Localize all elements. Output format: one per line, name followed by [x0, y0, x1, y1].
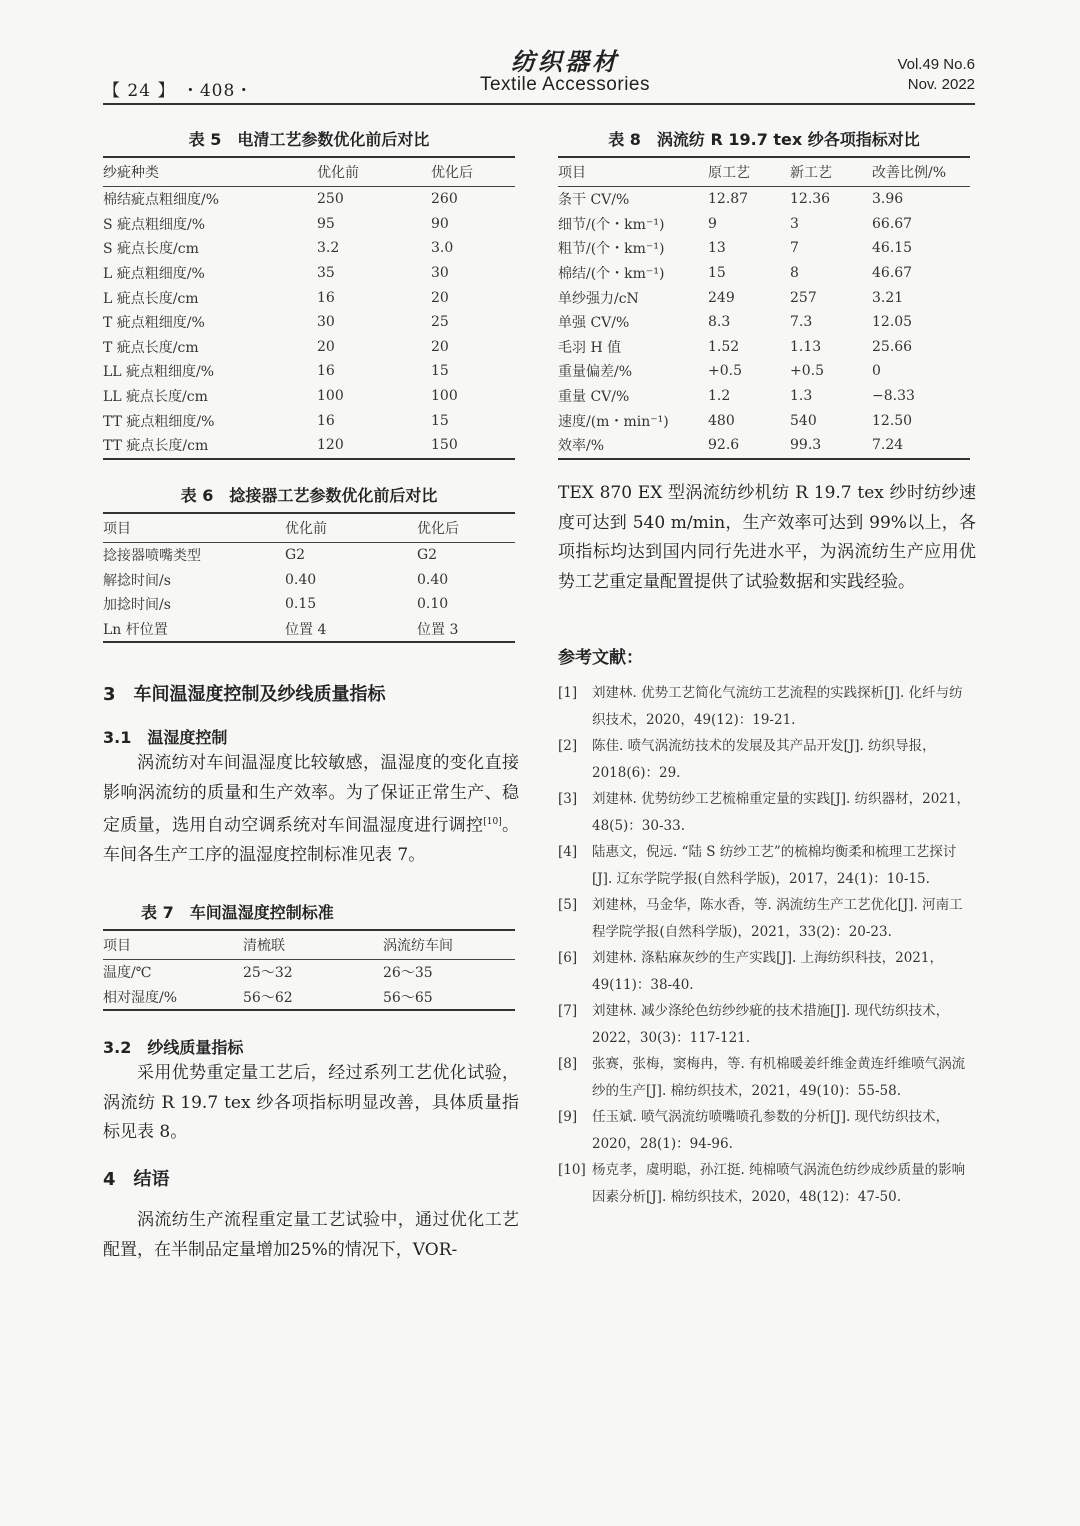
table-cell: 1.52 [708, 338, 740, 355]
table8-col-header: 原工艺 [708, 157, 790, 187]
reference-item [558, 839, 976, 892]
reference-item [558, 733, 976, 786]
reference-number: [9] [558, 1109, 578, 1125]
table-cell: 120 [317, 433, 431, 459]
table-row [103, 310, 515, 335]
table-cell: 位置 3 [417, 617, 515, 643]
table-row [103, 985, 515, 1011]
table-cell: 3 [790, 215, 799, 232]
reference-text: 陈佳. 喷气涡流纺技术的发展及其产品开发[J]. 纺织导报，2018(6)：29. [592, 738, 936, 781]
table-row [103, 433, 515, 459]
table-row [558, 212, 970, 237]
reference-text: 任玉斌. 喷气涡流纺喷嘴喷孔参数的分析[J]. 现代纺织技术，2020，28(1)：94-96. [592, 1109, 950, 1152]
table-row [103, 236, 515, 261]
table-cell: 0.10 [417, 596, 449, 613]
table-cell: LL 疵点长度/cm [103, 389, 208, 406]
table-row [103, 592, 515, 617]
table-cell: −8.33 [872, 388, 915, 405]
table-cell: 56～65 [383, 985, 515, 1011]
reference-number: [10] [558, 1162, 586, 1178]
table-cell: 速度/(m・min⁻¹) [558, 413, 669, 430]
table-row [103, 335, 515, 360]
table-cell: 3.2 [317, 240, 340, 257]
reference-number: [7] [558, 1003, 578, 1019]
table-row [103, 359, 515, 384]
reference-number: [2] [558, 738, 578, 754]
reference-number: [5] [558, 897, 578, 913]
table-cell: 1.3 [790, 388, 813, 405]
table-cell: 12.50 [872, 412, 913, 429]
table-cell: 100 [431, 388, 458, 405]
table-cell: 粗节/(个・km⁻¹) [558, 241, 665, 258]
table-cell: 20 [317, 338, 335, 355]
table-cell: 100 [317, 388, 344, 405]
table-cell: 7 [790, 240, 799, 257]
table-cell: 3.96 [872, 191, 904, 208]
table-cell: 25～32 [243, 965, 293, 982]
table-cell: 8.3 [708, 314, 731, 331]
reference-item [558, 1104, 976, 1157]
table6-header-row [103, 513, 515, 543]
reference-text: 刘建林. 涤粘麻灰纱的生产实践[J]. 上海纺织科技，2021，49(11)：38-40. [592, 950, 943, 993]
reference-number: [3] [558, 791, 578, 807]
reference-text: 刘建林. 减少涤纶色纺纱纱疵的技术措施[J]. 现代纺织技术，2022，30(3)：117-121. [592, 1003, 950, 1046]
reference-number: [4] [558, 844, 578, 860]
table-cell: 66.67 [872, 215, 913, 232]
table6-col-header: 优化前 [285, 513, 417, 543]
table-cell: 捻接器喷嘴类型 [103, 548, 201, 565]
table-cell: 257 [790, 289, 817, 306]
table-cell: 1.13 [790, 338, 822, 355]
table-cell: 13 [708, 240, 726, 257]
section3-1-text-b: 。车间各生产工序的温湿度控制标准见表 7。 [103, 815, 520, 866]
table5 [103, 156, 515, 460]
table7-header-row [103, 930, 515, 960]
table5-header-row [103, 157, 515, 187]
table7-col-header: 清梳联 [243, 930, 383, 960]
table-cell: 260 [431, 191, 458, 208]
table-cell: 温度/℃ [103, 965, 152, 982]
table-cell: LL 疵点粗细度/% [103, 364, 215, 381]
table-cell: 25.66 [872, 338, 913, 355]
table-cell: 249 [708, 289, 735, 306]
references-title: 参考文献： [558, 648, 643, 668]
reference-item [558, 892, 976, 945]
table-cell: 0.40 [285, 571, 317, 588]
table-cell: +0.5 [708, 363, 742, 380]
section3-1-paragraph [103, 749, 519, 871]
reference-item [558, 1051, 976, 1104]
table-row [103, 617, 515, 643]
table-row [103, 212, 515, 237]
table-cell: 56～62 [243, 985, 383, 1011]
table-row [103, 568, 515, 593]
table8-col-header: 新工艺 [790, 157, 872, 187]
table-row [103, 187, 515, 212]
reference-item [558, 1157, 976, 1210]
section3-2-paragraph: 采用优势重定量工艺后，经过系列工艺优化试验，涡流纺 R 19.7 tex 纱各项指标明显改善，具体质量指标见表 8。 [103, 1063, 519, 1142]
table-cell: 3.21 [872, 289, 904, 306]
table6-col-header: 项目 [103, 513, 285, 543]
table-row [558, 261, 970, 286]
table-cell: 0 [872, 363, 881, 380]
table7 [103, 929, 515, 1011]
table5-col-header: 纱疵种类 [103, 157, 317, 187]
table-cell: 单纱强力/cN [558, 290, 639, 307]
header-rule [103, 103, 975, 105]
table-row [103, 543, 515, 568]
table-cell: 棉结疵点粗细度/% [103, 192, 220, 209]
table-cell: 26～35 [383, 965, 433, 982]
reference-text: 陆惠文，倪远. “陆 S 纺纱工艺”的梳棉均衡柔和梳理工艺探讨[J]. 辽东学院学报(自然科学版)，2017，24(1)：10-15. [592, 844, 957, 887]
table-cell: 15 [431, 412, 449, 429]
table5-col-header: 优化后 [431, 157, 515, 187]
citation-10: [10] [483, 817, 502, 827]
table-cell: 15 [708, 265, 726, 282]
table-cell: 30 [431, 265, 449, 282]
table8-header-row [558, 157, 970, 187]
table-cell: 1.2 [708, 388, 731, 405]
table-cell: 0.15 [285, 596, 317, 613]
reference-number: [8] [558, 1056, 578, 1072]
table-row [558, 310, 970, 335]
table-row [558, 433, 970, 459]
table6 [103, 512, 515, 643]
table-row [103, 285, 515, 310]
table-cell: 12.36 [790, 191, 831, 208]
table-row [558, 187, 970, 212]
table8 [558, 156, 970, 460]
table-row [103, 408, 515, 433]
table-cell: 30 [317, 314, 335, 331]
reference-text: 刘建林. 优势工艺简化气流纺工艺流程的实践探析[J]. 化纤与纺织技术，2020，49(12)：19-21. [592, 685, 963, 728]
table-cell: 25 [431, 314, 449, 331]
table-cell: 16 [317, 412, 335, 429]
table-row [103, 960, 515, 985]
table-row [558, 384, 970, 409]
table-row [558, 236, 970, 261]
table-cell: 位置 4 [285, 617, 417, 643]
table-cell: T 疵点粗细度/% [103, 315, 205, 332]
table6-col-header: 优化后 [417, 513, 515, 543]
table-cell: 重量偏差/% [558, 364, 633, 381]
table6-caption: 表 6 捻接器工艺参数优化前后对比 [180, 486, 438, 505]
page-number: 【 24 】 ・408・ [103, 81, 254, 101]
table-cell: 效率/% [558, 433, 708, 459]
table-cell: 解捻时间/s [103, 572, 171, 589]
table-cell: 250 [317, 191, 344, 208]
table8-col-header: 项目 [558, 157, 708, 187]
reference-text: 张赛，张梅，窦梅冉，等. 有机棉暖姜纤维金黄连纤维喷气涡流纱的生产[J]. 棉纺织技术，2021，49(10)：55-58. [592, 1056, 966, 1099]
reference-text: 刘建林，马金华，陈水香，等. 涡流纺生产工艺优化[J]. 河南工程学院学报(自然科学版)，2021，33(2)：20-23. [592, 897, 963, 940]
section4-paragraph-left: 涡流纺生产流程重定量工艺试验中，通过优化工艺配置，在半制品定量增加25%的情况下，VOR- [103, 1210, 519, 1260]
table-cell: 单强 CV/% [558, 315, 630, 332]
table-cell: 条干 CV/% [558, 192, 630, 209]
table-cell: 20 [431, 289, 449, 306]
table-cell: 7.24 [872, 433, 970, 459]
table-cell: +0.5 [790, 363, 824, 380]
table-cell: 毛羽 H 值 [558, 339, 622, 356]
reference-text: 杨克孝，虞明聪，孙江挺. 纯棉喷气涡流色纺纱成纱质量的影响因素分析[J]. 棉纺织技术，2020，48(12)：47-50. [592, 1162, 966, 1205]
table-cell: 12.87 [708, 191, 749, 208]
table-row [558, 359, 970, 384]
table7-col-header: 涡流纺车间 [383, 930, 515, 960]
table-row [103, 384, 515, 409]
table-cell: Ln 杆位置 [103, 617, 285, 643]
table-cell: 相对湿度/% [103, 985, 243, 1011]
section3-2-heading: 3.2 纱线质量指标 [103, 1038, 244, 1057]
table-cell: 92.6 [708, 433, 790, 459]
section3-1-heading: 3.1 温湿度控制 [103, 728, 228, 747]
section4-heading: 4 结语 [103, 1169, 170, 1190]
table-cell: 7.3 [790, 314, 813, 331]
table-cell: 加捻时间/s [103, 597, 171, 614]
journal-logo: 纺织器材 [511, 47, 619, 76]
table-cell: 150 [431, 433, 515, 459]
table-cell: 15 [431, 363, 449, 380]
table7-col-header: 项目 [103, 930, 243, 960]
table-cell: 棉结/(个・km⁻¹) [558, 266, 665, 283]
reference-item [558, 945, 976, 998]
table-cell: 9 [708, 215, 717, 232]
table-cell: G2 [285, 547, 306, 564]
table-cell: L 疵点粗细度/% [103, 266, 205, 283]
table-cell: S 疵点长度/cm [103, 241, 199, 258]
reference-text: 刘建林. 优势纺纱工艺梳棉重定量的实践[J]. 纺织器材，2021，48(5)：30-33. [592, 791, 970, 834]
reference-item [558, 998, 976, 1051]
volume-issue: Vol.49 No.6 [897, 56, 975, 73]
issue-date: Nov. 2022 [907, 76, 975, 93]
table-row [558, 285, 970, 310]
table-cell: 12.05 [872, 314, 913, 331]
section3-heading: 3 车间温湿度控制及纱线质量指标 [103, 684, 386, 705]
reference-item [558, 680, 976, 733]
table5-col-header: 优化前 [317, 157, 431, 187]
table-cell: 细节/(个・km⁻¹) [558, 216, 665, 233]
table-cell: G2 [417, 547, 438, 564]
journal-title-en: Textile Accessories [479, 74, 650, 95]
table8-col-header: 改善比例/% [872, 157, 970, 187]
table5-caption: 表 5 电清工艺参数优化前后对比 [188, 130, 430, 149]
table-cell: 0.40 [417, 571, 449, 588]
table-cell: S 疵点粗细度/% [103, 216, 206, 233]
table-row [103, 261, 515, 286]
table-cell: 90 [431, 215, 449, 232]
table-row [558, 335, 970, 360]
table-cell: 20 [431, 338, 449, 355]
table8-caption: 表 8 涡流纺 R 19.7 tex 纱各项指标对比 [608, 130, 920, 149]
table-cell: 35 [317, 265, 335, 282]
section3-1-text-a: 涡流纺对车间温湿度比较敏感，温湿度的变化直接影响涡流纺的质量和生产效率。为了保证正常生产、稳定质量，选用自动空调系统对车间温湿度进行调控 [103, 753, 519, 836]
table-cell: 480 [708, 412, 735, 429]
table-cell: 99.3 [790, 433, 872, 459]
table-cell: 46.15 [872, 240, 913, 257]
table-row [558, 408, 970, 433]
table-cell: 16 [317, 289, 335, 306]
table-cell: 3.0 [431, 240, 454, 257]
reference-number: [1] [558, 685, 578, 701]
table-cell: T 疵点长度/cm [103, 339, 199, 356]
reference-number: [6] [558, 950, 578, 966]
section4-paragraph-right: TEX 870 EX 型涡流纺纱机纺 R 19.7 tex 纱时纺纱速度可达到 540 m/min，生产效率可达到 99%以上，各项指标均达到国内同行先进水平，为涡流纺生产应用优势工艺重定量配置提供了试验数据和实践经验。 [558, 483, 976, 592]
table-cell: 95 [317, 215, 335, 232]
reference-item [558, 786, 976, 839]
table-cell: 重量 CV/% [558, 389, 630, 406]
table-cell: 8 [790, 265, 799, 282]
table-cell: L 疵点长度/cm [103, 290, 199, 307]
table-cell: 46.67 [872, 265, 913, 282]
references-list [558, 680, 976, 1210]
table-cell: 16 [317, 363, 335, 380]
table-cell: TT 疵点粗细度/% [103, 413, 215, 430]
table7-caption: 表 7 车间温湿度控制标准 [141, 903, 334, 922]
table-cell: TT 疵点长度/cm [103, 433, 317, 459]
table-cell: 540 [790, 412, 817, 429]
